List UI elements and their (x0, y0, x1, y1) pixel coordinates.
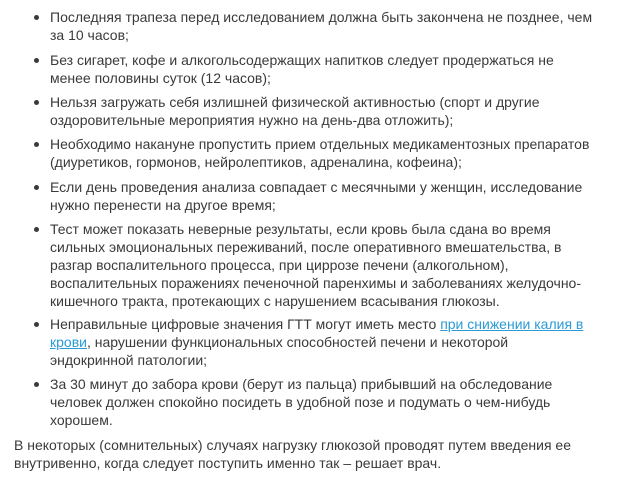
list-item-line: Необходимо накануне пропустить прием отдельных медикаментозных препаратов (50, 136, 590, 152)
paragraph-line: внутривенно, когда следует поступить именно так – решает врач. (14, 455, 442, 471)
potassium-link[interactable]: при снижении калия в (440, 316, 584, 332)
list-item (50, 375, 580, 429)
list-item-line: эндокринной патологии; (50, 352, 208, 368)
list-item-line: кишечного тракта, протекающих с нарушением всасывания глюкозы. (50, 293, 500, 309)
list-item-line: воспалительных поражениях печеночной паренхимы и заболеваниях желудочно- (50, 275, 582, 291)
list-item-line: сильных эмоциональных переживаний, после оперативного вмешательства, в (50, 239, 562, 255)
list-item (50, 220, 580, 310)
list-item-line: За 30 минут до забора крови (берут из пальца) прибывший на обследование (50, 376, 553, 392)
list-item-text: , нарушении функциональных способностей печени и некоторой (86, 334, 509, 350)
bullet-icon (34, 227, 39, 232)
list-item-line: за 10 часов; (50, 27, 129, 43)
list-item (50, 135, 590, 171)
closing-paragraph (14, 436, 614, 472)
list-item-line: Если день проведения анализа совпадает с месячными у женщин, исследование (50, 179, 583, 195)
bullet-icon (34, 58, 39, 63)
paragraph-line: В некоторых (сомнительных) случаях нагрузку глюкозой проводят путем введения ее (14, 437, 571, 453)
list-item-line: менее половины суток (12 часов); (50, 70, 271, 86)
list-item (50, 8, 593, 44)
list-item-line: разгар воспалительного процесса, при циррозе печени (алкогольном), (50, 257, 509, 273)
list-item (50, 51, 580, 87)
list-item-line: Тест может показать неверные результаты, если кровь была сдана во время (50, 221, 551, 237)
bullet-icon (34, 382, 39, 387)
bullet-icon (34, 185, 39, 190)
list-item-line: человек должен спокойно посидеть в удобной позе и подумать о чем-нибудь (50, 394, 551, 410)
list-item-line: (диуретиков, гормонов, нейролептиков, адреналина, кофеина); (50, 154, 462, 170)
list-item (50, 93, 580, 129)
bullet-icon (34, 322, 39, 327)
list-item-line: оздоровительные мероприятия нужно на день-два отложить); (50, 112, 454, 128)
list-item-line: хорошем. (50, 412, 113, 428)
list-item (50, 178, 583, 214)
list-item-line: Последняя трапеза перед исследованием должна быть закончена не позднее, чем (50, 9, 593, 25)
list-item-line: нужно перенести на другое время; (50, 197, 276, 213)
list-item-line: Нельзя загружать себя излишней физической активностью (спорт и другие (50, 94, 540, 110)
list-item (50, 315, 584, 369)
list-item-line: Без сигарет, кофе и алкогольсодержащих напитков следует продержаться не (50, 52, 554, 68)
bullet-icon (34, 142, 39, 147)
list-item-line (50, 333, 580, 351)
bullet-icon (34, 100, 39, 105)
list-item-line (50, 315, 584, 333)
potassium-link-continued[interactable]: крови (50, 334, 87, 350)
list-item-text: Неправильные цифровые значения ГТТ могут иметь место (50, 316, 441, 332)
bullet-icon (34, 15, 39, 20)
